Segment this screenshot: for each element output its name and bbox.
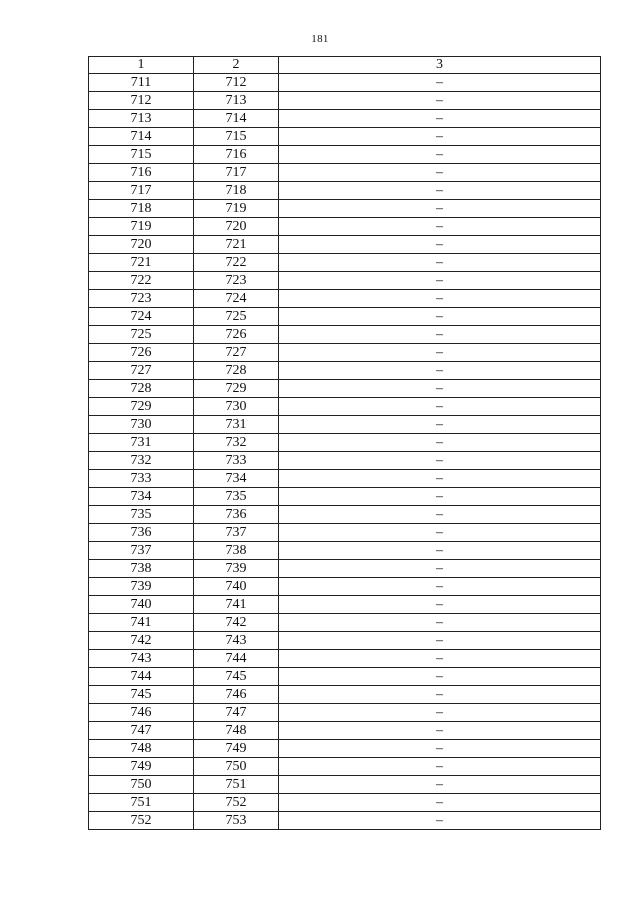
cell-col-2: 719 xyxy=(194,200,279,218)
cell-col-3: – xyxy=(279,344,601,362)
cell-col-2: 730 xyxy=(194,398,279,416)
table-row xyxy=(89,758,601,776)
cell-col-3: – xyxy=(279,758,601,776)
cell-col-2: 752 xyxy=(194,794,279,812)
column-header-2: 2 xyxy=(194,57,279,74)
table-row xyxy=(89,776,601,794)
cell-col-1: 713 xyxy=(89,110,194,128)
cell-col-3: – xyxy=(279,254,601,272)
table-body xyxy=(89,74,601,830)
cell-col-2: 721 xyxy=(194,236,279,254)
cell-col-1: 733 xyxy=(89,470,194,488)
cell-col-1: 730 xyxy=(89,416,194,434)
table-row xyxy=(89,812,601,830)
cell-col-2: 739 xyxy=(194,560,279,578)
table-row xyxy=(89,434,601,452)
cell-col-3: – xyxy=(279,704,601,722)
cell-col-1: 723 xyxy=(89,290,194,308)
table-row xyxy=(89,254,601,272)
cell-col-3: – xyxy=(279,614,601,632)
data-table xyxy=(88,56,601,830)
cell-col-1: 744 xyxy=(89,668,194,686)
cell-col-2: 744 xyxy=(194,650,279,668)
cell-col-3: – xyxy=(279,596,601,614)
table-row xyxy=(89,398,601,416)
cell-col-2: 724 xyxy=(194,290,279,308)
cell-col-1: 736 xyxy=(89,524,194,542)
table-row xyxy=(89,794,601,812)
cell-col-1: 740 xyxy=(89,596,194,614)
cell-col-3: – xyxy=(279,542,601,560)
cell-col-2: 722 xyxy=(194,254,279,272)
table-row xyxy=(89,146,601,164)
table-row xyxy=(89,380,601,398)
table-row xyxy=(89,110,601,128)
cell-col-3: – xyxy=(279,578,601,596)
cell-col-1: 720 xyxy=(89,236,194,254)
cell-col-3: – xyxy=(279,632,601,650)
cell-col-1: 739 xyxy=(89,578,194,596)
table-row xyxy=(89,218,601,236)
table-row xyxy=(89,704,601,722)
cell-col-1: 746 xyxy=(89,704,194,722)
cell-col-1: 745 xyxy=(89,686,194,704)
cell-col-3: – xyxy=(279,524,601,542)
cell-col-1: 731 xyxy=(89,434,194,452)
cell-col-3: – xyxy=(279,146,601,164)
cell-col-3: – xyxy=(279,380,601,398)
table-row xyxy=(89,182,601,200)
cell-col-1: 717 xyxy=(89,182,194,200)
cell-col-3: – xyxy=(279,506,601,524)
cell-col-1: 726 xyxy=(89,344,194,362)
cell-col-2: 748 xyxy=(194,722,279,740)
cell-col-2: 720 xyxy=(194,218,279,236)
cell-col-2: 734 xyxy=(194,470,279,488)
cell-col-3: – xyxy=(279,74,601,92)
table-row xyxy=(89,506,601,524)
cell-col-1: 743 xyxy=(89,650,194,668)
cell-col-2: 740 xyxy=(194,578,279,596)
cell-col-3: – xyxy=(279,308,601,326)
table-row xyxy=(89,326,601,344)
cell-col-3: – xyxy=(279,128,601,146)
cell-col-1: 712 xyxy=(89,92,194,110)
cell-col-1: 719 xyxy=(89,218,194,236)
table-row xyxy=(89,632,601,650)
cell-col-2: 732 xyxy=(194,434,279,452)
cell-col-3: – xyxy=(279,182,601,200)
cell-col-1: 732 xyxy=(89,452,194,470)
cell-col-1: 748 xyxy=(89,740,194,758)
table-row xyxy=(89,542,601,560)
page-number: 181 xyxy=(311,33,329,45)
cell-col-3: – xyxy=(279,686,601,704)
cell-col-2: 712 xyxy=(194,74,279,92)
table-row xyxy=(89,200,601,218)
cell-col-3: – xyxy=(279,794,601,812)
cell-col-2: 728 xyxy=(194,362,279,380)
cell-col-2: 735 xyxy=(194,488,279,506)
cell-col-2: 725 xyxy=(194,308,279,326)
cell-col-1: 721 xyxy=(89,254,194,272)
cell-col-3: – xyxy=(279,416,601,434)
table-row xyxy=(89,290,601,308)
table-row xyxy=(89,308,601,326)
cell-col-3: – xyxy=(279,650,601,668)
table-row xyxy=(89,416,601,434)
cell-col-2: 714 xyxy=(194,110,279,128)
table-row xyxy=(89,668,601,686)
cell-col-1: 714 xyxy=(89,128,194,146)
cell-col-3: – xyxy=(279,110,601,128)
cell-col-2: 726 xyxy=(194,326,279,344)
cell-col-1: 722 xyxy=(89,272,194,290)
cell-col-3: – xyxy=(279,488,601,506)
cell-col-3: – xyxy=(279,326,601,344)
cell-col-3: – xyxy=(279,452,601,470)
table-row xyxy=(89,362,601,380)
cell-col-1: 727 xyxy=(89,362,194,380)
table-row xyxy=(89,596,601,614)
cell-col-2: 747 xyxy=(194,704,279,722)
table-row xyxy=(89,92,601,110)
cell-col-2: 723 xyxy=(194,272,279,290)
table-row xyxy=(89,452,601,470)
cell-col-3: – xyxy=(279,398,601,416)
cell-col-3: – xyxy=(279,668,601,686)
cell-col-3: – xyxy=(279,776,601,794)
cell-col-2: 718 xyxy=(194,182,279,200)
table-row xyxy=(89,560,601,578)
cell-col-1: 750 xyxy=(89,776,194,794)
cell-col-2: 751 xyxy=(194,776,279,794)
cell-col-2: 713 xyxy=(194,92,279,110)
table-row xyxy=(89,470,601,488)
cell-col-3: – xyxy=(279,470,601,488)
header-row xyxy=(89,57,601,74)
cell-col-2: 716 xyxy=(194,146,279,164)
cell-col-1: 735 xyxy=(89,506,194,524)
cell-col-2: 737 xyxy=(194,524,279,542)
cell-col-2: 753 xyxy=(194,812,279,830)
table-header xyxy=(89,57,601,74)
cell-col-1: 725 xyxy=(89,326,194,344)
cell-col-1: 741 xyxy=(89,614,194,632)
cell-col-3: – xyxy=(279,200,601,218)
cell-col-2: 741 xyxy=(194,596,279,614)
cell-col-3: – xyxy=(279,740,601,758)
cell-col-1: 742 xyxy=(89,632,194,650)
table-row xyxy=(89,128,601,146)
table-row xyxy=(89,488,601,506)
cell-col-3: – xyxy=(279,236,601,254)
cell-col-1: 737 xyxy=(89,542,194,560)
table-row xyxy=(89,524,601,542)
cell-col-3: – xyxy=(279,272,601,290)
table-row xyxy=(89,344,601,362)
cell-col-3: – xyxy=(279,290,601,308)
cell-col-2: 717 xyxy=(194,164,279,182)
table-row xyxy=(89,650,601,668)
cell-col-1: 718 xyxy=(89,200,194,218)
cell-col-2: 729 xyxy=(194,380,279,398)
table-row xyxy=(89,236,601,254)
cell-col-1: 716 xyxy=(89,164,194,182)
table-row xyxy=(89,722,601,740)
cell-col-3: – xyxy=(279,560,601,578)
cell-col-2: 750 xyxy=(194,758,279,776)
table-row xyxy=(89,272,601,290)
cell-col-2: 715 xyxy=(194,128,279,146)
cell-col-3: – xyxy=(279,812,601,830)
table-row xyxy=(89,578,601,596)
column-header-3: 3 xyxy=(279,57,601,74)
cell-col-2: 738 xyxy=(194,542,279,560)
cell-col-2: 731 xyxy=(194,416,279,434)
table-row xyxy=(89,686,601,704)
cell-col-2: 742 xyxy=(194,614,279,632)
cell-col-1: 749 xyxy=(89,758,194,776)
table-row xyxy=(89,740,601,758)
cell-col-2: 746 xyxy=(194,686,279,704)
cell-col-2: 733 xyxy=(194,452,279,470)
table-row xyxy=(89,164,601,182)
cell-col-1: 715 xyxy=(89,146,194,164)
cell-col-1: 738 xyxy=(89,560,194,578)
cell-col-1: 734 xyxy=(89,488,194,506)
cell-col-1: 752 xyxy=(89,812,194,830)
cell-col-1: 747 xyxy=(89,722,194,740)
cell-col-2: 736 xyxy=(194,506,279,524)
cell-col-3: – xyxy=(279,164,601,182)
cell-col-1: 724 xyxy=(89,308,194,326)
cell-col-2: 749 xyxy=(194,740,279,758)
cell-col-2: 743 xyxy=(194,632,279,650)
table-row xyxy=(89,614,601,632)
cell-col-2: 745 xyxy=(194,668,279,686)
table-row xyxy=(89,74,601,92)
column-header-1: 1 xyxy=(89,57,194,74)
cell-col-3: – xyxy=(279,362,601,380)
cell-col-3: – xyxy=(279,92,601,110)
cell-col-1: 729 xyxy=(89,398,194,416)
cell-col-1: 751 xyxy=(89,794,194,812)
cell-col-1: 728 xyxy=(89,380,194,398)
cell-col-3: – xyxy=(279,218,601,236)
cell-col-3: – xyxy=(279,722,601,740)
cell-col-3: – xyxy=(279,434,601,452)
cell-col-2: 727 xyxy=(194,344,279,362)
cell-col-1: 711 xyxy=(89,74,194,92)
